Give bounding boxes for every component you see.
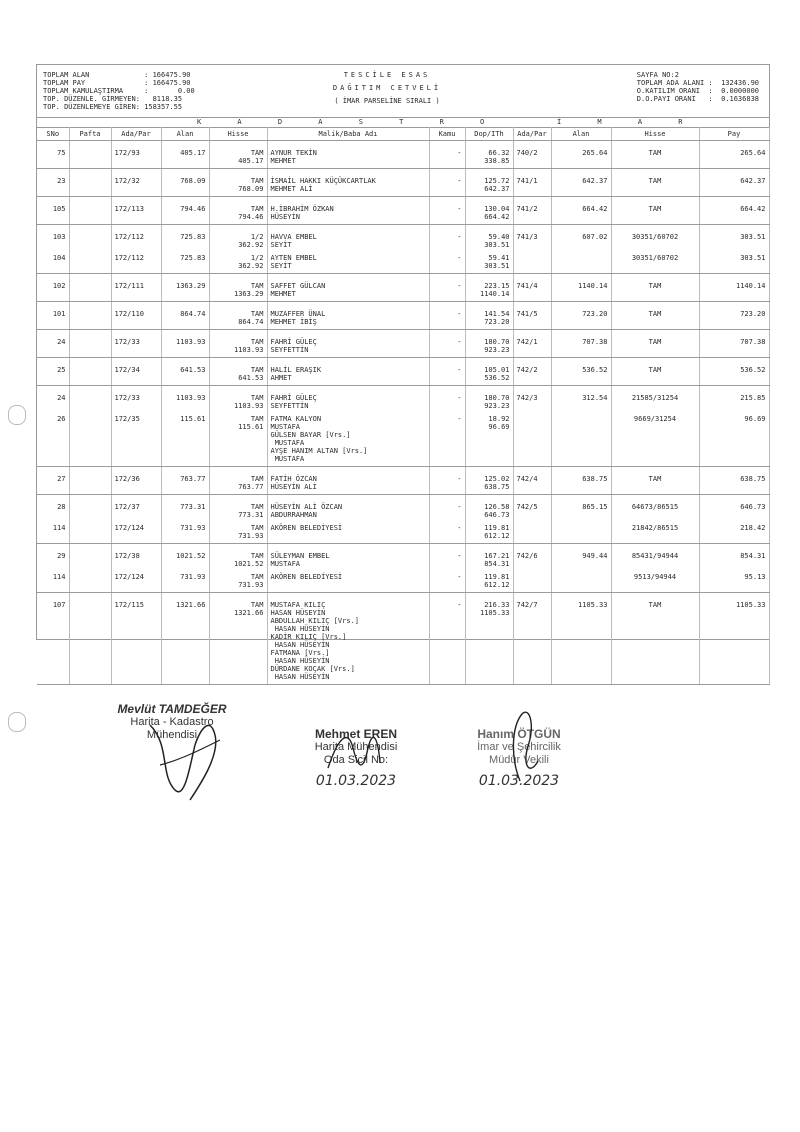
kadastro-adapar-cell: 172/112	[111, 252, 161, 274]
dop-cell: 125.72 642.37	[465, 175, 513, 197]
imar-adapar-cell: 742/4	[513, 473, 551, 495]
pafta-cell	[69, 252, 111, 274]
imar-alan-cell: 536.52	[551, 364, 611, 386]
owner-cell: AYNUR TEKİN MEHMET	[267, 147, 429, 169]
imar-adapar-cell: 741/2	[513, 203, 551, 225]
column-header: Alan	[551, 127, 611, 141]
kadastro-alan-cell: 731.93	[161, 522, 209, 544]
owner-cell: MUSTAFA KILIÇ HASAN HÜSEYİN ABDULLAH KILIÇ [Vrs.] HASAN HÜSEYİN KADİR KILIÇ [Vrs.] HASAN HÜSEYİN FATMANA [Vrs.] HASAN HÜSEYİN DÜRDANE KOÇAK [Vrs.] HASAN HÜSEYİN	[267, 599, 429, 685]
column-header: Hisse	[611, 127, 699, 141]
imar-hisse-cell: TAM	[611, 364, 699, 386]
kadastro-alan-cell: 1103.93	[161, 336, 209, 358]
table-row	[37, 473, 769, 495]
kamu-cell: -	[429, 599, 465, 685]
kadastro-adapar-cell: 172/112	[111, 231, 161, 252]
owner-cell: FATİH ÖZCAN HÜSEYİN ALİ	[267, 473, 429, 495]
kadastro-alan-cell: 725.83	[161, 231, 209, 252]
column-header: Malik/Baba Adı	[267, 127, 429, 141]
imar-hisse-cell: 64673/86515	[611, 501, 699, 522]
column-header: Dop/ITh	[465, 127, 513, 141]
kamu-cell: -	[429, 550, 465, 571]
column-header: Ada/Par	[111, 127, 161, 141]
title-line-2: DAĞITIM CETVELİ	[332, 84, 442, 92]
pafta-cell	[69, 280, 111, 302]
kadastro-hisse-cell: 1/2 362.92	[209, 231, 267, 252]
header-kv-row: O.KATILIM ORANI : 0.0000000	[636, 87, 759, 95]
pay-cell: 642.37	[699, 175, 769, 197]
kamu-cell: -	[429, 308, 465, 330]
pafta-cell	[69, 175, 111, 197]
pafta-cell	[69, 501, 111, 522]
pafta-cell	[69, 392, 111, 413]
owner-cell: İSMAİL HAKKI KÜÇÜKCARTLAK MEHMET ALİ	[267, 175, 429, 197]
owner-cell: AYTEN EMBEL SEYİT	[267, 252, 429, 274]
kadastro-hisse-cell: TAM 731.93	[209, 571, 267, 593]
signature-date: 01.03.2023	[478, 773, 560, 789]
signer-name: Mevlüt TAMDEĞER	[117, 702, 227, 716]
kadastro-alan-cell: 763.77	[161, 473, 209, 495]
column-header: Kamu	[429, 127, 465, 141]
imar-hisse-cell: 9669/31254	[611, 413, 699, 467]
distribution-sheet	[36, 64, 770, 681]
kadastro-alan-cell: 1363.29	[161, 280, 209, 302]
sno-cell: 28	[37, 501, 69, 522]
title-line-1: TESCİLE ESAS	[343, 71, 431, 79]
header-kv-row: TOP. DÜZENLEMEYE GİREN: 158357.55	[43, 103, 183, 111]
sno-cell: 102	[37, 280, 69, 302]
imar-alan-cell: 1105.33	[551, 599, 611, 685]
pay-cell: 265.64	[699, 147, 769, 169]
kadastro-hisse-cell: TAM 773.31	[209, 501, 267, 522]
imar-alan-cell: 265.64	[551, 147, 611, 169]
imar-hisse-cell: TAM	[611, 473, 699, 495]
kadastro-hisse-cell: TAM 1363.29	[209, 280, 267, 302]
sno-cell: 105	[37, 203, 69, 225]
column-header: Ada/Par	[513, 127, 551, 141]
pafta-cell	[69, 550, 111, 571]
kadastro-alan-cell: 405.17	[161, 147, 209, 169]
signature-scribble-3	[500, 706, 550, 786]
column-header: Pay	[699, 127, 769, 141]
imar-hisse-cell: 30351/60702	[611, 231, 699, 252]
imar-hisse-cell: TAM	[611, 336, 699, 358]
kamu-cell: -	[429, 203, 465, 225]
sno-cell: 23	[37, 175, 69, 197]
dop-cell: 66.32 338.85	[465, 147, 513, 169]
imar-adapar-cell	[513, 252, 551, 274]
imar-hisse-cell: 21842/86515	[611, 522, 699, 544]
kadastro-adapar-cell: 172/124	[111, 571, 161, 593]
dop-cell: 105.01 536.52	[465, 364, 513, 386]
header-summary	[637, 71, 759, 103]
header-kv-row: TOPLAM ADA ALANI : 132436.90	[636, 79, 759, 87]
table-row	[37, 231, 769, 252]
kadastro-hisse-cell: TAM 1103.93	[209, 392, 267, 413]
dop-cell: 130.04 664.42	[465, 203, 513, 225]
kadastro-hisse-cell: TAM 1021.52	[209, 550, 267, 571]
pafta-cell	[69, 336, 111, 358]
owner-cell: HÜSEYİN ALİ ÖZCAN ABDURRAHMAN	[267, 501, 429, 522]
kadastro-alan-cell: 731.93	[161, 571, 209, 593]
table-row	[37, 413, 769, 467]
kamu-cell: -	[429, 147, 465, 169]
kadastro-hisse-cell: TAM 768.09	[209, 175, 267, 197]
imar-adapar-cell: 740/2	[513, 147, 551, 169]
kadastro-adapar-cell: 172/34	[111, 364, 161, 386]
signer-title: Oda Sicil No:	[323, 754, 389, 766]
imar-hisse-cell: TAM	[611, 599, 699, 685]
punch-hole-bottom	[8, 712, 26, 732]
table-row	[37, 308, 769, 330]
pay-cell: 95.13	[699, 571, 769, 593]
header-kv-row: TOPLAM ALAN : 166475.90	[43, 71, 191, 79]
header-kv-row: TOPLAM KAMULAŞTIRMA : 0.00	[43, 87, 195, 95]
kadastro-adapar-cell: 172/115	[111, 599, 161, 685]
owner-cell: AKÖREN BELEDİYESİ	[267, 571, 429, 593]
pay-cell: 215.85	[699, 392, 769, 413]
column-header: Hisse	[209, 127, 267, 141]
kadastro-label: K A D A S T R O	[197, 118, 501, 126]
kadastro-alan-cell: 773.31	[161, 501, 209, 522]
imar-alan-cell: 949.44	[551, 550, 611, 571]
header-kv-row: TOP. DÜZENLE. GİRMEYEN: 8118.35	[43, 95, 183, 103]
dop-cell: 126.58 646.73	[465, 501, 513, 522]
pafta-cell	[69, 522, 111, 544]
kadastro-adapar-cell: 172/38	[111, 550, 161, 571]
imar-adapar-cell: 741/3	[513, 231, 551, 252]
signer-title: Müdür Vekili	[489, 754, 549, 766]
owner-cell: FATMA KALYON MUSTAFA GÜLSEN BAYAR [Vrs.] MUSTAFA AYŞE HANIM ALTAN [Vrs.] MUSTAFA	[267, 413, 429, 467]
dop-cell: 59.40 303.51	[465, 231, 513, 252]
kadastro-adapar-cell: 172/36	[111, 473, 161, 495]
kamu-cell: -	[429, 392, 465, 413]
pay-cell: 723.20	[699, 308, 769, 330]
sno-cell: 75	[37, 147, 69, 169]
imar-adapar-cell: 742/7	[513, 599, 551, 685]
kadastro-adapar-cell: 172/124	[111, 522, 161, 544]
imar-hisse-cell: TAM	[611, 203, 699, 225]
column-header: SNo	[37, 127, 69, 141]
imar-adapar-cell	[513, 413, 551, 467]
kamu-cell: -	[429, 473, 465, 495]
pafta-cell	[69, 413, 111, 467]
kamu-cell: -	[429, 522, 465, 544]
title-line-3: ( İMAR PARSELİNE SIRALI )	[334, 97, 440, 105]
imar-alan-cell	[551, 413, 611, 467]
imar-alan-cell: 1140.14	[551, 280, 611, 302]
kamu-cell: -	[429, 571, 465, 593]
dop-cell: 180.70 923.23	[465, 392, 513, 413]
sno-cell: 107	[37, 599, 69, 685]
imar-alan-cell	[551, 252, 611, 274]
header-title	[287, 71, 487, 106]
pay-cell: 854.31	[699, 550, 769, 571]
owner-cell: FAHRİ GÜLEÇ SEYFETTİN	[267, 336, 429, 358]
dop-cell: 125.02 638.75	[465, 473, 513, 495]
imar-hisse-cell: TAM	[611, 147, 699, 169]
kamu-cell: -	[429, 280, 465, 302]
imar-adapar-cell: 741/1	[513, 175, 551, 197]
imar-hisse-cell: TAM	[611, 280, 699, 302]
pay-cell: 638.75	[699, 473, 769, 495]
table-row	[37, 522, 769, 544]
kadastro-adapar-cell: 172/35	[111, 413, 161, 467]
signer-title: Harita Mühendisi	[314, 741, 398, 753]
signer-title: Harita - Kadastro	[130, 716, 214, 728]
table-body	[37, 141, 769, 685]
kadastro-hisse-cell: TAM 641.53	[209, 364, 267, 386]
owner-cell: H.İBRAHİM ÖZKAN HÜSEYİN	[267, 203, 429, 225]
kadastro-alan-cell: 864.74	[161, 308, 209, 330]
sno-cell: 104	[37, 252, 69, 274]
table-row	[37, 147, 769, 169]
kadastro-alan-cell: 794.46	[161, 203, 209, 225]
pafta-cell	[69, 203, 111, 225]
pay-cell: 96.69	[699, 413, 769, 467]
pafta-cell	[69, 599, 111, 685]
kadastro-adapar-cell: 172/32	[111, 175, 161, 197]
pay-cell: 536.52	[699, 364, 769, 386]
owner-cell: AKÖREN BELEDİYESİ	[267, 522, 429, 544]
table-row	[37, 599, 769, 685]
table-row	[37, 364, 769, 386]
header-kv-row: D.O.PAYI ORANI : 0.1636838	[636, 95, 759, 103]
kadastro-hisse-cell: TAM 731.93	[209, 522, 267, 544]
table-row	[37, 280, 769, 302]
owner-cell: SÜLEYMAN EMBEL MUSTAFA	[267, 550, 429, 571]
imar-hisse-cell: TAM	[611, 308, 699, 330]
kadastro-hisse-cell: TAM 115.61	[209, 413, 267, 467]
kadastro-hisse-cell: TAM 405.17	[209, 147, 267, 169]
kadastro-adapar-cell: 172/110	[111, 308, 161, 330]
owner-cell: MUZAFFER ÜNAL MEHMET İBİŞ	[267, 308, 429, 330]
kadastro-alan-cell: 115.61	[161, 413, 209, 467]
pafta-cell	[69, 364, 111, 386]
pay-cell: 664.42	[699, 203, 769, 225]
kadastro-hisse-cell: TAM 1103.93	[209, 336, 267, 358]
imar-alan-cell: 707.38	[551, 336, 611, 358]
table-row	[37, 392, 769, 413]
kadastro-adapar-cell: 172/111	[111, 280, 161, 302]
imar-alan-cell: 638.75	[551, 473, 611, 495]
signer-name: Mehmet EREN	[314, 727, 397, 741]
signer-title: Mühendisi	[146, 729, 198, 741]
imar-alan-cell	[551, 522, 611, 544]
dop-cell: 223.15 1140.14	[465, 280, 513, 302]
sno-cell: 114	[37, 571, 69, 593]
imar-hisse-cell: 85431/94944	[611, 550, 699, 571]
pay-cell: 646.73	[699, 501, 769, 522]
kadastro-hisse-cell: TAM 794.46	[209, 203, 267, 225]
table-row	[37, 252, 769, 274]
pafta-cell	[69, 473, 111, 495]
dop-cell: 180.70 923.23	[465, 336, 513, 358]
pafta-cell	[69, 147, 111, 169]
pay-cell: 303.51	[699, 252, 769, 274]
signer-name: Hanım ÖTGÜN	[477, 727, 561, 741]
kadastro-alan-cell: 1021.52	[161, 550, 209, 571]
dop-cell: 18.92 96.69	[465, 413, 513, 467]
pay-cell: 218.42	[699, 522, 769, 544]
kamu-cell: -	[429, 501, 465, 522]
imar-alan-cell: 312.54	[551, 392, 611, 413]
kadastro-alan-cell: 1103.93	[161, 392, 209, 413]
imar-alan-cell	[551, 571, 611, 593]
column-header: Alan	[161, 127, 209, 141]
imar-adapar-cell: 741/5	[513, 308, 551, 330]
dop-cell: 167.21 854.31	[465, 550, 513, 571]
kadastro-adapar-cell: 172/33	[111, 336, 161, 358]
kamu-cell: -	[429, 231, 465, 252]
imar-hisse-cell: 21585/31254	[611, 392, 699, 413]
kadastro-adapar-cell: 172/37	[111, 501, 161, 522]
dop-cell: 59.41 303.51	[465, 252, 513, 274]
imar-hisse-cell: 9513/94944	[611, 571, 699, 593]
imar-adapar-cell	[513, 571, 551, 593]
sno-cell: 27	[37, 473, 69, 495]
header-kv-row: SAYFA NO:2	[636, 71, 679, 79]
sno-cell: 101	[37, 308, 69, 330]
kadastro-hisse-cell: TAM 864.74	[209, 308, 267, 330]
imar-alan-cell: 723.20	[551, 308, 611, 330]
kamu-cell: -	[429, 252, 465, 274]
sno-cell: 114	[37, 522, 69, 544]
kadastro-hisse-cell: 1/2 362.92	[209, 252, 267, 274]
table-row	[37, 175, 769, 197]
owner-cell: HAVVA EMBEL SEYİT	[267, 231, 429, 252]
signer-title: İmar ve Şehircilik	[477, 741, 561, 753]
column-header: Pafta	[69, 127, 111, 141]
imar-adapar-cell	[513, 522, 551, 544]
imar-hisse-cell: 30351/60702	[611, 252, 699, 274]
sno-cell: 24	[37, 392, 69, 413]
imar-adapar-cell: 742/2	[513, 364, 551, 386]
pafta-cell	[69, 308, 111, 330]
sno-cell: 25	[37, 364, 69, 386]
header-kv-row: TOPLAM PAY : 166475.90	[43, 79, 191, 87]
kadastro-alan-cell: 725.83	[161, 252, 209, 274]
kadastro-alan-cell: 768.09	[161, 175, 209, 197]
imar-adapar-cell: 742/6	[513, 550, 551, 571]
imar-hisse-cell: TAM	[611, 175, 699, 197]
dop-cell: 119.81 612.12	[465, 522, 513, 544]
sno-cell: 24	[37, 336, 69, 358]
kamu-cell: -	[429, 175, 465, 197]
table-row	[37, 203, 769, 225]
dop-cell: 141.54 723.20	[465, 308, 513, 330]
kadastro-hisse-cell: TAM 763.77	[209, 473, 267, 495]
kamu-cell: -	[429, 364, 465, 386]
sno-cell: 103	[37, 231, 69, 252]
table-row	[37, 501, 769, 522]
imar-adapar-cell: 741/4	[513, 280, 551, 302]
owner-cell: HALİL ERAŞIK AHMET	[267, 364, 429, 386]
owner-cell: SAFFET GÜLCAN MEHMET	[267, 280, 429, 302]
punch-hole-top	[8, 405, 26, 425]
kamu-cell: -	[429, 336, 465, 358]
table-row	[37, 550, 769, 571]
kadastro-adapar-cell: 172/33	[111, 392, 161, 413]
pay-cell: 303.51	[699, 231, 769, 252]
kadastro-adapar-cell: 172/93	[111, 147, 161, 169]
signature-scribble-2	[318, 718, 388, 788]
kadastro-alan-cell: 641.53	[161, 364, 209, 386]
imar-label: İ M A R	[557, 118, 699, 126]
imar-adapar-cell: 742/1	[513, 336, 551, 358]
pafta-cell	[69, 231, 111, 252]
table-row	[37, 571, 769, 593]
kadastro-alan-cell: 1321.66	[161, 599, 209, 685]
pay-cell: 1140.14	[699, 280, 769, 302]
kadastro-hisse-cell: TAM 1321.66	[209, 599, 267, 685]
kamu-cell: -	[429, 413, 465, 467]
column-header-row	[37, 127, 769, 141]
imar-adapar-cell: 742/3	[513, 392, 551, 413]
owner-cell: FAHRİ GÜLEÇ SEYFETTİN	[267, 392, 429, 413]
imar-adapar-cell: 742/5	[513, 501, 551, 522]
imar-alan-cell: 607.02	[551, 231, 611, 252]
sno-cell: 26	[37, 413, 69, 467]
signature-scribble-1	[140, 705, 230, 805]
pay-cell: 707.38	[699, 336, 769, 358]
distribution-table	[37, 127, 770, 685]
pafta-cell	[69, 571, 111, 593]
dop-cell: 119.81 612.12	[465, 571, 513, 593]
dop-cell: 216.33 1105.33	[465, 599, 513, 685]
signature-date: 01.03.2023	[315, 773, 397, 789]
imar-alan-cell: 664.42	[551, 203, 611, 225]
sno-cell: 29	[37, 550, 69, 571]
table-row	[37, 336, 769, 358]
header-totals	[43, 71, 195, 111]
imar-alan-cell: 642.37	[551, 175, 611, 197]
pay-cell: 1105.33	[699, 599, 769, 685]
imar-alan-cell: 865.15	[551, 501, 611, 522]
kadastro-adapar-cell: 172/113	[111, 203, 161, 225]
